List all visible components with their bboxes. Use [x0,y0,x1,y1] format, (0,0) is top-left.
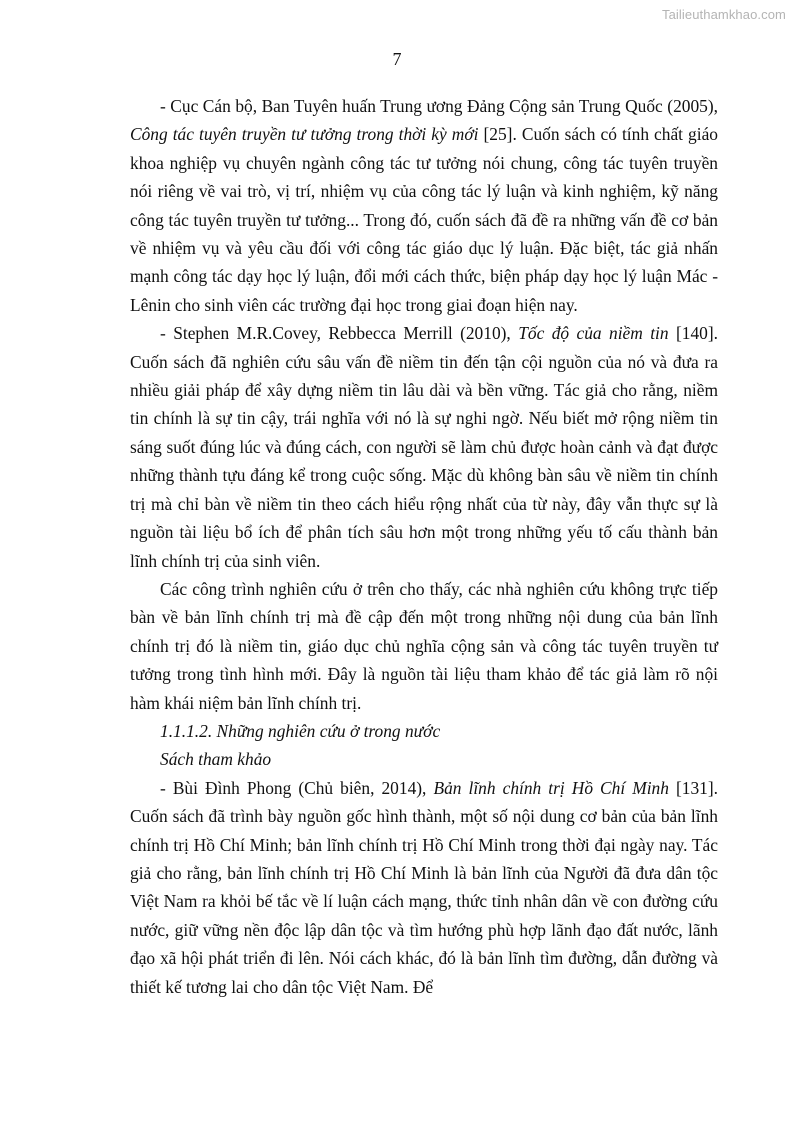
paragraph-1 [130,92,718,319]
section-heading: 1.1.1.2. Những nghiên cứu ở trong nước [160,720,441,741]
paragraph-4-book-title: Bản lĩnh chính trị Hồ Chí Minh [433,777,669,798]
paragraph-2-intro: - Stephen M.R.Covey, Rebbecca Merrill (2010), [160,323,519,344]
paragraph-2-book-title: Tốc độ của niềm tin [518,323,669,344]
paragraph-2 [130,319,718,575]
paragraph-1-body: [25]. Cuốn sách có tính chất giáo khoa nghiệp vụ chuyên ngành công tác tư tưởng nói chung, công tác tuyên truyền nói riêng về vai trò, vị trí, nhiệm vụ của công tác lý luận và kinh nghiệm, kỹ năng công tác tuyên truyền tư tưởng... Trong đó, cuốn sách đã đề ra những vấn đề cơ bản về nhiệm vụ và yêu cầu đối với công tác giáo dục lý luận. Đặc biệt, tác giả nhấn mạnh công tác dạy học lý luận, đổi mới cách thức, biện pháp dạy học lý luận Mác - Lênin cho sinh viên các trường đại học trong giai đoạn hiện nay. [130,124,718,315]
paragraph-3: Các công trình nghiên cứu ở trên cho thấy, các nhà nghiên cứu không trực tiếp bàn về bản lĩnh chính trị mà đề cập đến một trong những nội dung của bản lĩnh chính trị đó là niềm tin, giáo dục chủ nghĩa cộng sản và công tác tuyên truyền tư tưởng trong tình hình mới. Đây là nguồn tài liệu tham khảo để tác giả làm rõ nội hàm khái niệm bản lĩnh chính trị. [130,578,718,713]
paragraph-4-body: [131]. Cuốn sách đã trình bày nguồn gốc hình thành, một số nội dung cơ bản của bản lĩnh chính trị Hồ Chí Minh; bản lĩnh chính trị Hồ Chí Minh trong thời đại ngày nay. Tác giả cho rằng, bản lĩnh chính trị Hồ Chí Minh là bản lĩnh của Người đã đưa dân tộc Việt Nam ra khỏi bế tắc về lí luận cách mạng, thức tỉnh nhân dân về con đường cứu nước, giữ vững nền độc lập dân tộc và tìm hướng phù hợp lãnh đạo đất nước, lãnh đạo xã hội phát triển đi lên. Nói cách khác, đó là bản lĩnh tìm đường, dẫn đường và thiết kế tương lai cho dân tộc Việt Nam. Để [130,777,718,997]
page-number: 7 [392,49,402,69]
paragraph-2-body: [140]. Cuốn sách đã nghiên cứu sâu vấn đề niềm tin đến tận cội nguồn của nó và đưa ra nhiều giải pháp để xây dựng niềm tin lâu dài và bền vững. Tác giả cho rằng, niềm tin chính là sự tin cậy, trái nghĩa với nó là sự nghi ngờ. Nếu biết mở rộng niềm tin sáng suốt đúng lúc và đúng cách, con người sẽ làm chủ được hoàn cảnh và đạt được những thành tựu đáng kể trong cuộc sống. Mặc dù không bàn sâu về niềm tin chính trị mà chỉ bàn về niềm tin theo cách hiểu rộng nhất của từ này, đây vẫn thực sự là nguồn tài liệu bổ ích để phân tích sâu hơn một trong những yếu tố cấu thành bản lĩnh chính trị của sinh viên. [130,323,719,571]
paragraph-4-intro: - Bùi Đình Phong (Chủ biên, 2014), [160,777,434,798]
watermark: Tailieuthamkhao.com [661,7,786,22]
paragraph-4 [130,774,718,1001]
paragraph-1-intro: - Cục Cán bộ, Ban Tuyên huấn Trung ương Đảng Cộng sản Trung Quốc (2005), [160,96,718,116]
document-body [130,92,718,1001]
paragraph-1-book-title: Công tác tuyên truyền tư tưởng trong thời kỳ mới [130,124,479,145]
section-subheading: Sách tham khảo [160,749,272,770]
